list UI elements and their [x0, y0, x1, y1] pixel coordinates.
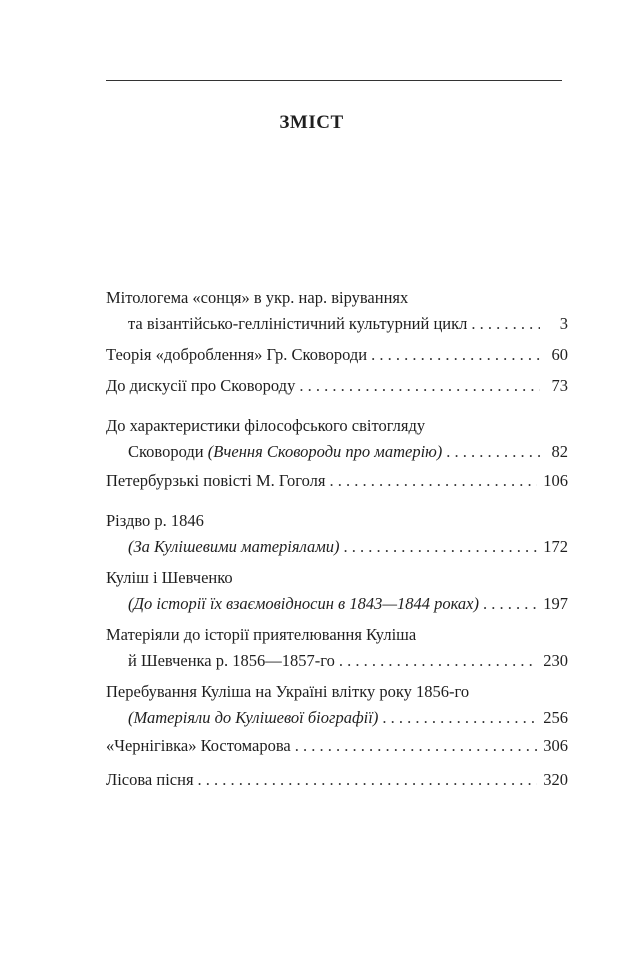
header-rule — [106, 80, 562, 81]
toc-page-number: 3 — [559, 314, 568, 333]
toc-entry[interactable] — [106, 285, 568, 337]
toc-entry[interactable] — [106, 733, 568, 759]
toc-page-number: 82 — [551, 442, 568, 461]
toc-entry-title-line2: (За Кулішевими матеріялами) — [128, 537, 340, 556]
toc-leader-dots — [446, 439, 540, 465]
toc-leader-dots — [339, 648, 537, 674]
toc-leader-dots — [329, 468, 537, 494]
toc-entry-title-line1: Матеріяли до історії приятелювання Куліша — [106, 625, 417, 644]
toc-entry[interactable] — [106, 342, 568, 368]
toc-leader-dots — [295, 733, 538, 759]
toc-page-number: 256 — [543, 708, 568, 727]
toc-page-number: 172 — [543, 537, 568, 556]
toc-entry[interactable] — [106, 508, 568, 560]
toc-entry[interactable] — [106, 373, 568, 399]
toc-entry-title-line2: (До історії їх взаємовідносин в 1843—1844 роках) — [128, 594, 479, 613]
toc-entry[interactable] — [106, 622, 568, 674]
toc-entry-title-line2: та візантійсько-гелліністичний культурний цикл — [128, 314, 468, 333]
page-title: ЗМІСТ — [279, 112, 344, 133]
toc-entry-title-line1: Куліш і Шевченко — [106, 568, 233, 587]
toc-entry[interactable] — [106, 679, 568, 731]
toc-leader-dots — [483, 591, 537, 617]
toc-entry-title-line1: До характеристики філософського світогляду — [106, 416, 426, 435]
toc-entry-title: До дискусії про Сковороду — [106, 376, 296, 395]
toc-entry[interactable] — [106, 468, 568, 494]
toc-page-number: 230 — [543, 651, 568, 670]
toc-page-number: 320 — [543, 770, 568, 789]
toc-entry-title: Теорія «доброблення» Гр. Сковороди — [106, 345, 368, 364]
toc-leader-dots — [198, 767, 538, 793]
toc-leader-dots — [344, 534, 538, 560]
toc-entry-title-line2: (Матеріяли до Кулішевої біографії) — [128, 708, 379, 727]
toc-entry-title-line2: й Шевченка р. 1856—1857-го — [128, 651, 335, 670]
toc-entry-title: Петербурзькі повісті М. Гоголя — [106, 471, 326, 490]
toc-page-number: 60 — [551, 345, 568, 364]
toc-entry-title-line1: Різдво р. 1846 — [106, 511, 204, 530]
toc-page-number: 106 — [543, 471, 568, 490]
toc-entry-title-line1: Перебування Куліша на Україні влітку року 1856-го — [106, 682, 470, 701]
toc-entry[interactable] — [106, 413, 568, 465]
toc-entry[interactable] — [106, 767, 568, 793]
toc-entry-title: Лісова пісня — [106, 770, 194, 789]
toc-entry-title-line2: Сковороди (Вчення Сковороди про матерію) — [128, 442, 443, 461]
toc-page-number: 306 — [543, 736, 568, 755]
toc-leader-dots — [371, 342, 540, 368]
toc-page-number: 197 — [543, 594, 568, 613]
toc-leader-dots — [299, 373, 540, 399]
toc-page-number: 73 — [551, 376, 568, 395]
toc-entry-title: «Чернігівка» Костомарова — [106, 736, 291, 755]
toc-entry[interactable] — [106, 565, 568, 617]
toc-entry-title-line1: Мітологема «сонця» в укр. нар. віруваннях — [106, 288, 409, 307]
toc-leader-dots — [382, 705, 537, 731]
toc-leader-dots — [471, 311, 540, 337]
